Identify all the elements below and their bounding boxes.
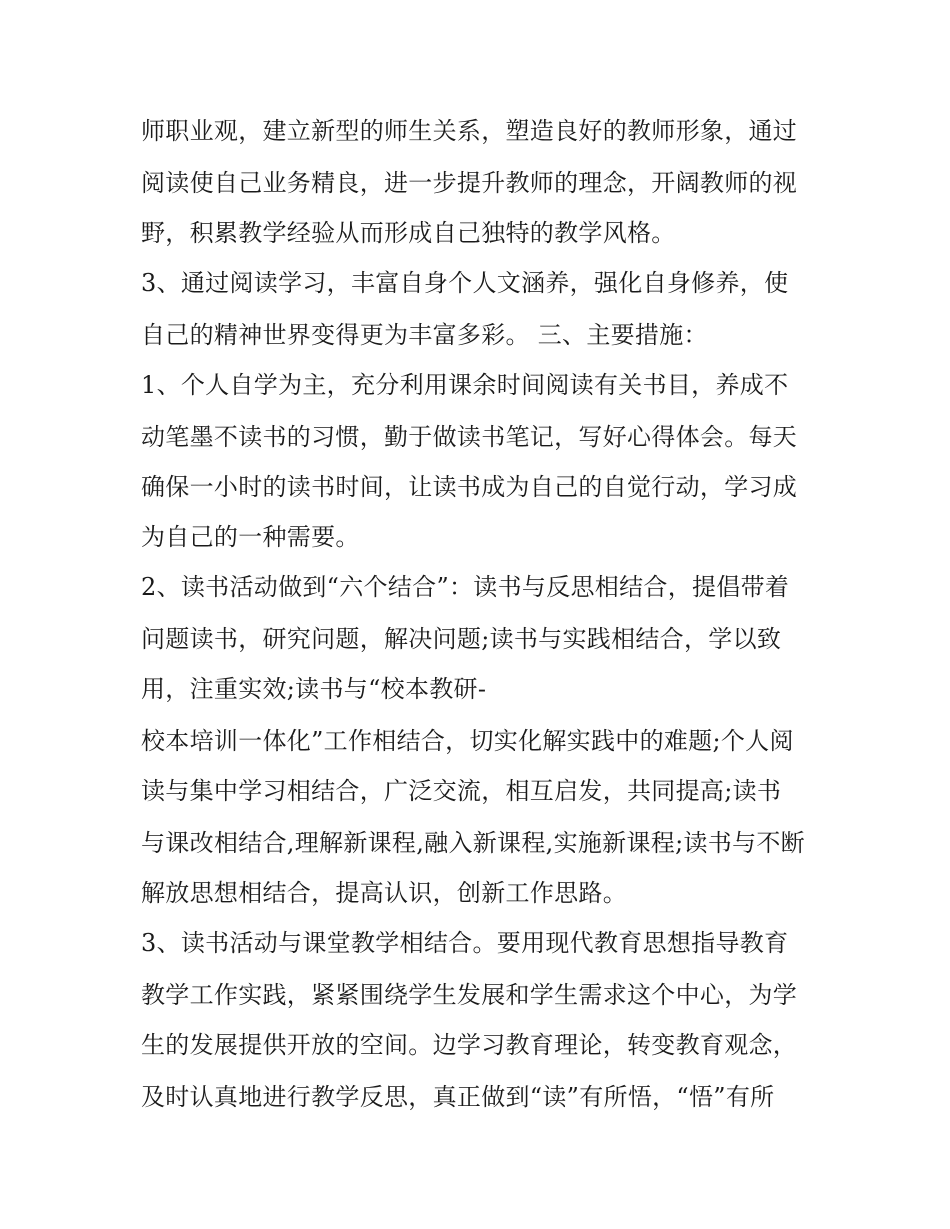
text-line: 与课改相结合,理解新课程,融入新课程,实施新课程;读书与不断 (141, 829, 805, 857)
text-line: 用，注重实效;读书与“校本教研- (141, 675, 487, 703)
text-line: 问题读书，研究问题，解决问题;读书与实践相结合，学以致 (141, 625, 782, 653)
text-line: 阅读使自己业务精良，进一步提升教师的理念，开阔教师的视 (141, 169, 798, 197)
text-line: 解放思想相结合，提高认识，创新工作思路。 (141, 879, 627, 907)
text-line: 师职业观，建立新型的师生关系，塑造良好的教师形象，通过 (141, 117, 798, 145)
text-line: 自己的精神世界变得更为丰富多彩。 三、主要措施： (141, 321, 708, 349)
text-line: 生的发展提供开放的空间。边学习教育理论，转变教育观念， (141, 1031, 798, 1059)
text-line: 教学工作实践，紧紧围绕学生发展和学生需求这个中心，为学 (141, 981, 798, 1009)
text-line: 2、读书活动做到“六个结合”：读书与反思相结合，提倡带着 (141, 573, 790, 601)
text-line: 野，积累教学经验从而形成自己独特的教学风格。 (141, 219, 676, 247)
text-line: 3、通过阅读学习，丰富自身个人文涵养，强化自身修养，使 (141, 269, 789, 297)
text-line: 动笔墨不读书的习惯，勤于做读书笔记，写好心得体会。每天 (141, 423, 798, 451)
text-line: 为自己的一种需要。 (141, 523, 360, 551)
text-line: 1、个人自学为主，充分利用课余时间阅读有关书目，养成不 (141, 371, 789, 399)
text-line: 读与集中学习相结合，广泛交流，相互启发，共同提高;读书 (141, 777, 782, 805)
text-line: 3、读书活动与课堂教学相结合。要用现代教育思想指导教育 (141, 929, 789, 957)
text-line: 校本培训一体化”工作相结合，切实化解实践中的难题;个人阅 (141, 727, 794, 755)
text-line: 及时认真地进行教学反思，真正做到“读”有所悟，“悟”有所 (141, 1083, 775, 1111)
text-line: 确保一小时的读书时间，让读书成为自己的自觉行动，学习成 (141, 473, 798, 501)
